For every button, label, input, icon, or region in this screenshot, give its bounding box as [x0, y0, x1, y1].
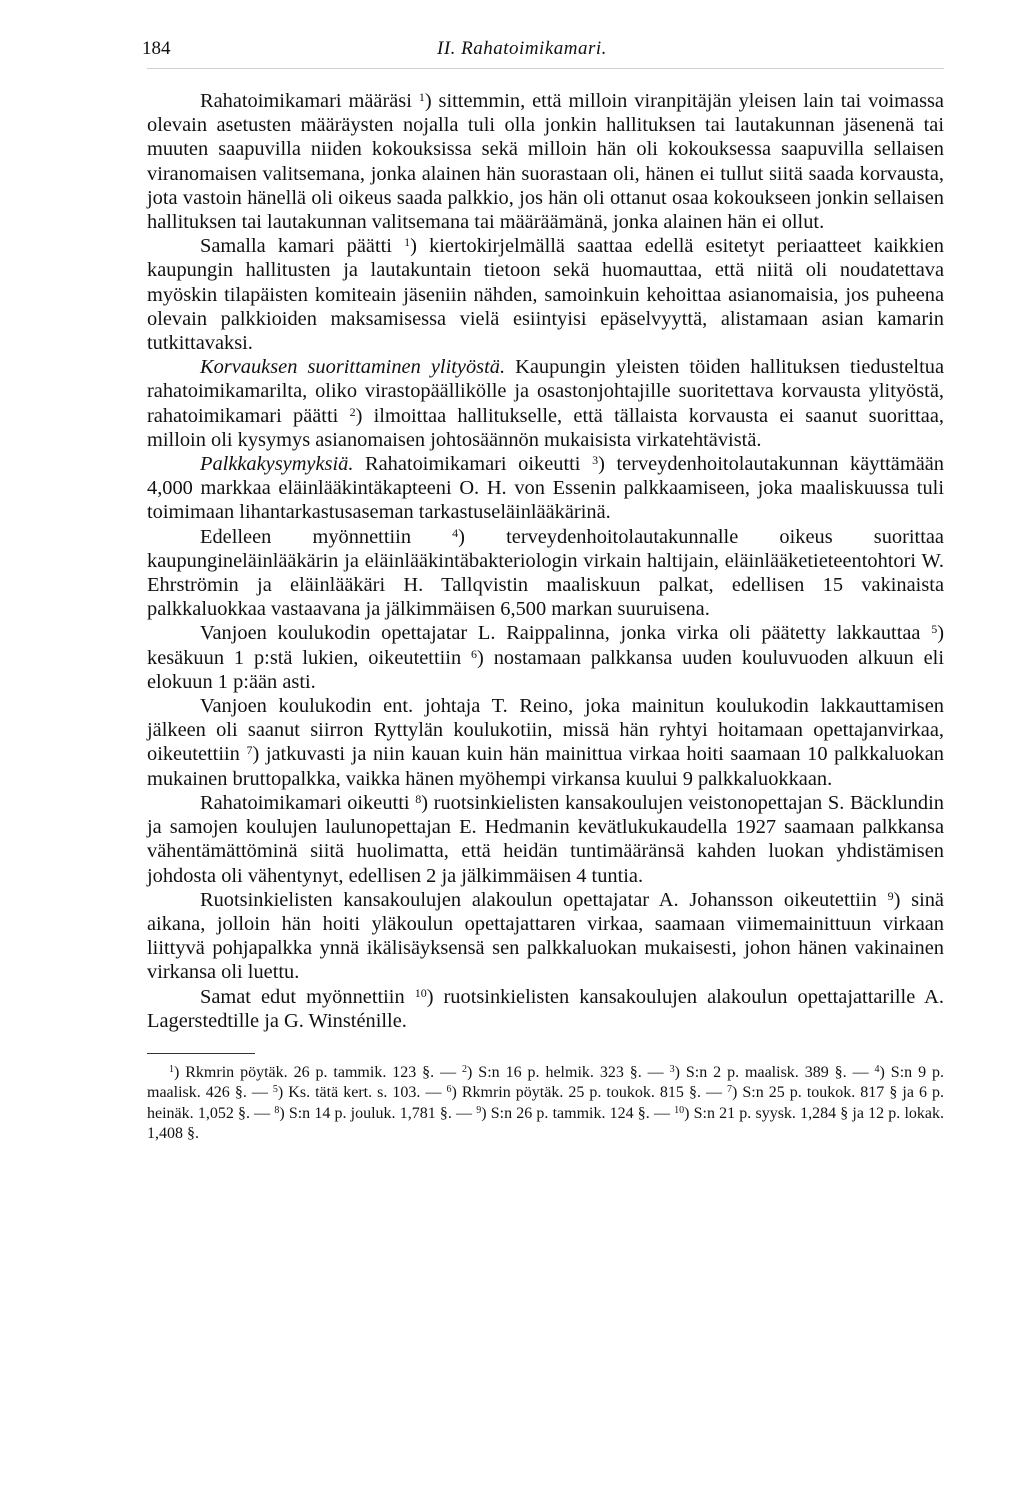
paragraph: [147, 694, 944, 791]
paragraph: [147, 888, 944, 985]
footnote-ref: 9: [476, 1104, 482, 1116]
text-run: ) Ks. tätä kert. s. 103. —: [277, 1084, 447, 1102]
section-heading: Palkkakysymyksiä.: [200, 453, 354, 476]
text-run: ) S:n 26 p. tammik. 124 §. —: [481, 1104, 675, 1122]
text-run: ) ilmoittaa hallitukselle, että tällaista korvausta ei saanut suorittaa, milloin oli kysymys asianomaisen johtosäännön mukaisista virkatehtävistä.: [147, 404, 944, 451]
footnote-ref: 8: [274, 1104, 280, 1116]
text-run: Kaupungin yleisten töiden hallituksen tiedusteltua rahatoimikamarilta, oliko virastopäällikölle ja osastonjohtajille suoritettava korvausta ylityöstä, rahatoimikamari päätti: [147, 356, 944, 427]
text-run: Rahatoimikamari oikeutti: [353, 453, 593, 476]
footnote-ref: 10: [414, 985, 427, 1000]
footnote-ref: 1: [404, 235, 411, 250]
text-run: ) Rkmrin pöytäk. 26 p. tammik. 123 §. —: [174, 1063, 463, 1081]
footnote-ref: 1: [418, 90, 425, 104]
text-run: ) S:n 16 p. helmik. 323 §. —: [467, 1063, 670, 1081]
section-heading: Korvauksen suorittaminen ylityöstä.: [200, 356, 506, 379]
footnote-ref: 4: [874, 1063, 880, 1075]
paragraph: [147, 355, 944, 452]
text-run: Ruotsinkielisten kansakoulujen alakoulun opettajatar A. Johansson oikeutettiin: [200, 888, 888, 911]
text-run: ) kiertokirjelmällä saattaa edellä esitetyt periaatteet kaikkien kaupungin hallitusten ja lautakuntain tietoon sekä huomauttaa, että niitä oli noudatettava myöskin tilapäisten komiteain jäseniin nähden, samoinkuin kehoittaa asianomaisia, jos puheena olevain palkkioiden maksamisessa vielä esiintyisi epäselvyyttä, alistamaan asian kamarin tutkittavaksi.: [147, 235, 944, 355]
text-run: ) S:n 14 p. jouluk. 1,781 §. —: [279, 1104, 477, 1122]
text-run: Samat edut myönnettiin: [200, 985, 415, 1008]
body-text: [147, 89, 944, 1033]
text-run: Edelleen myönnettiin: [200, 525, 453, 548]
footnote-ref: 6: [471, 646, 478, 661]
running-title: II. Rahatoimikamari.: [437, 38, 607, 59]
page-number: 184: [142, 38, 171, 59]
footnote-ref: 6: [446, 1084, 452, 1096]
footnote-rule: [147, 1053, 255, 1054]
footnote-ref: 3: [592, 453, 599, 468]
footnote-ref: 5: [931, 622, 938, 637]
footnote-ref: 2: [349, 404, 356, 419]
text-run: Vanjoen koulukodin opettajatar L. Raippalinna, jonka virka oli päätetty lakkauttaa: [200, 622, 932, 645]
text-run: ) ruotsinkielisten kansakoulujen veistonopettajan S. Bäcklundin ja samojen koulujen laulunopettajan E. Hedmanin kevätlukukaudella 1927 saamaan palkkansa vähentämättöminä siitä huolimatta, että heidän tuntimääränsä kahden luokan yhdistämisen johdosta oli vähentynyt, edellisen 2 ja jälkimmäisen 4 tuntia.: [147, 791, 944, 887]
footnote-ref: 8: [415, 791, 422, 806]
text-run: Rahatoimikamari oikeutti: [200, 791, 416, 814]
text-run: ) terveydenhoitolautakunnan käyttämään 4,000 markkaa eläinlääkintäkapteeni O. H. von Essenin palkkaamiseen, joka maaliskuussa tuli toimimaan lihantarkastusaseman tarkastuseläinlääkärinä.: [147, 453, 944, 524]
text-run: ) S:n 9 p. maalisk. 426 §. —: [147, 1063, 945, 1102]
text-run: Rahatoimikamari määräsi: [200, 90, 419, 112]
paragraph: [147, 791, 944, 888]
text-run: Vanjoen koulukodin ent. johtaja T. Reino, joka mainitun koulukodin lakkauttamisen jälkeen oli saanut siirron Ryttylän koulukotiin, missä hän ryhtyi hoitamaan opettajanvirkaa, oikeutettiin: [147, 695, 944, 766]
footnote-ref: 9: [887, 888, 894, 903]
paragraph: [147, 525, 944, 622]
paragraph: [147, 621, 944, 694]
footnote-ref: 10: [674, 1104, 685, 1116]
text-run: ) sinä aikana, jolloin hän hoiti yläkoulun opettajattaren virkaa, saamaan viimemainittuun virkaan liittyvä pohjapalkka ynnä ikälisäyksensä sen palkkaluokan mukaisesti, johon hänen vakinainen virkansa oli luettu.: [147, 888, 944, 984]
text-run: ) terveydenhoitolautakunnalle oikeus suorittaa kaupungineläinlääkärin ja eläinlääkintäbakteriologin virkain haltijain, eläinlääketieteentohtori W. Ehrströmin ja eläinlääkäri H. Tallqvistin maaliskuun palkat, edellisen 15 vakinaista palkkaluokkaa vastaavana ja jälkimmäisen 6,500 markan suuruisena.: [147, 525, 944, 621]
footnote-ref: 5: [272, 1084, 278, 1096]
text-run: ) jatkuvasti ja niin kauan kuin hän mainittua virkaa hoiti saamaan 10 palkkaluokan mukainen bruttopalkka, vaikka hänen myöhempi virkansa kuului 9 palkkaluokkaan.: [147, 743, 944, 790]
text-run: ) S:n 21 p. syysk. 1,284 § ja 12 p. lokak. 1,408 §.: [147, 1104, 945, 1143]
text-run: ) kesäkuun 1 p:stä lukien, oikeutettiin: [147, 622, 944, 669]
page-header: [142, 28, 944, 64]
footnote-ref: 7: [727, 1084, 733, 1096]
text-run: ) S:n 2 p. maalisk. 389 §. —: [674, 1063, 875, 1081]
footnote-ref: 3: [669, 1063, 675, 1075]
text-run: ) S:n 25 p. toukok. 817 § ja 6 p. heinäk. 1,052 §. —: [147, 1084, 944, 1122]
text-run: ) ruotsinkielisten kansakoulujen alakoulun opettajattarille A. Lagerstedtille ja G. Winsténille.: [147, 985, 944, 1032]
text-run: Samalla kamari päätti: [200, 235, 405, 258]
text-run: ) nostamaan palkkansa uuden kouluvuoden alkuun eli elokuun 1 p:ään asti.: [147, 646, 944, 693]
footnotes: [147, 1063, 944, 1145]
document-page: [142, 28, 945, 1145]
paragraph: [147, 234, 944, 355]
text-run: ) sittemmin, että milloin viranpitäjän yleisen lain tai voimassa olevain asetusten määräysten nojalla tuli olla jonkin hallituksen tai lautakunnan jäsenenä tai muuten saapuvilla niiden kokouksissa sekä milloin hän oli kokouksessa saapuvilla sellaisen viranomaisen valitsemana, jonka alainen hän suorastaan oli, hänen ei tullut siitä saada korvausta, jota vastoin hänellä oli oikeus saada palkkio, jos hän oli ottanut osaa kokoukseen jonkin sellaisen hallituksen tai lautakunnan valitsemana tai määräämänä, jonka alainen hän ei ollut.: [147, 90, 944, 234]
footnote-ref: 2: [462, 1063, 468, 1075]
header-rule: [147, 68, 944, 69]
paragraph: [147, 452, 944, 525]
paragraph: [147, 985, 944, 1033]
footnote-ref: 1: [169, 1063, 174, 1075]
paragraph: [147, 89, 944, 234]
footnote-ref: 7: [246, 743, 253, 758]
footnote-ref: 4: [452, 525, 459, 540]
text-run: ) Rkmrin pöytäk. 25 p. toukok. 815 §. —: [451, 1084, 728, 1102]
